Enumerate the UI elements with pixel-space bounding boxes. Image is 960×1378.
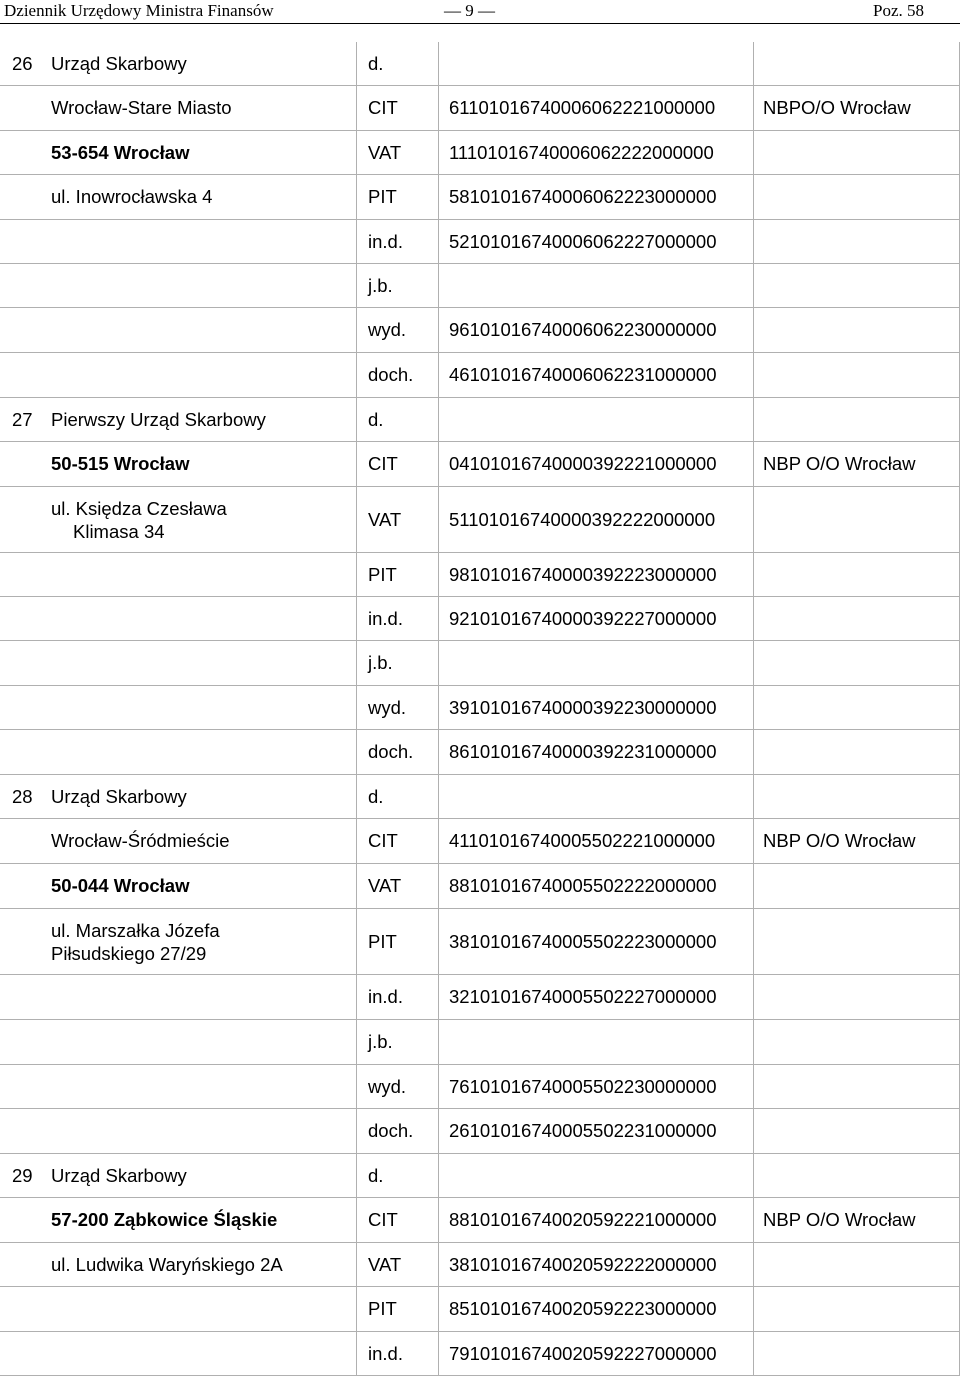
table-row: [0, 42, 960, 86]
table-row: [0, 864, 960, 909]
account-type: j.b.: [368, 275, 393, 296]
account-number: 58101016740006062223000000: [449, 186, 717, 207]
address-line-2: Klimasa 34: [73, 520, 165, 542]
table-row: [0, 175, 960, 220]
column-divider: [753, 42, 754, 1376]
account-number: 61101016740006062221000000: [449, 97, 716, 118]
page-number: — 9 —: [444, 1, 495, 20]
office-address: 50-515 Wrocław: [51, 453, 190, 474]
account-type: doch.: [368, 1120, 414, 1141]
account-number: 39101016740000392230000000: [449, 697, 717, 718]
account-type: VAT: [368, 1254, 402, 1275]
bank-name: NBP O/O Wrocław: [763, 1209, 916, 1230]
account-number: 41101016740005502221000000: [449, 830, 716, 851]
bank-name: NBP O/O Wrocław: [763, 830, 916, 851]
account-type: PIT: [368, 931, 397, 952]
account-number: 46101016740006062231000000: [449, 364, 717, 385]
table-row: [0, 597, 960, 641]
account-number: 51101016740000392222000000: [449, 509, 716, 530]
office-address: Pierwszy Urząd Skarbowy: [51, 409, 266, 430]
account-number: 76101016740005502230000000: [449, 1076, 717, 1097]
table-row: [0, 442, 960, 487]
account-number: 38101016740020592222000000: [449, 1254, 717, 1275]
table-row: [0, 1109, 960, 1154]
account-type: CIT: [368, 1209, 398, 1230]
entry-number: 29: [12, 1165, 33, 1186]
account-number: 96101016740006062230000000: [449, 319, 717, 340]
table-row: [0, 131, 960, 175]
table-row: [0, 730, 960, 775]
table-row: [0, 1287, 960, 1332]
position-number: Poz. 58: [873, 1, 924, 20]
account-type: j.b.: [368, 1031, 393, 1052]
office-address: Wrocław-Stare Miasto: [51, 97, 232, 118]
table-row: [0, 686, 960, 730]
address-line-1: ul. Marszałka Józefa: [51, 919, 220, 941]
account-number: 11101016740006062222000000: [449, 142, 714, 163]
office-address: 53-654 Wrocław: [51, 142, 190, 163]
table-row: [0, 264, 960, 308]
account-number: 38101016740005502223000000: [449, 931, 717, 952]
account-number: 86101016740000392231000000: [449, 741, 717, 762]
office-address: Urząd Skarbowy: [51, 786, 187, 807]
entry-number: 27: [12, 409, 33, 430]
bank-name: NBP O/O Wrocław: [763, 453, 916, 474]
account-type: PIT: [368, 564, 397, 585]
account-type: PIT: [368, 1298, 397, 1319]
page-header: [0, 0, 960, 26]
account-type: d.: [368, 409, 384, 430]
account-type: d.: [368, 786, 384, 807]
column-divider: [356, 42, 357, 1376]
account-number: 32101016740005502227000000: [449, 986, 717, 1007]
table-row: [0, 1154, 960, 1198]
table-row: [0, 1332, 960, 1376]
account-type: in.d.: [368, 986, 403, 1007]
table-row: [0, 975, 960, 1020]
account-number: 88101016740020592221000000: [449, 1209, 717, 1230]
account-type: wyd.: [368, 1076, 407, 1097]
account-number: 88101016740005502222000000: [449, 875, 717, 896]
office-address: ul. Inowrocławska 4: [51, 186, 213, 207]
account-type: in.d.: [368, 231, 403, 252]
account-type: CIT: [368, 453, 398, 474]
office-address: Urząd Skarbowy: [51, 1165, 187, 1186]
table-row: [0, 308, 960, 353]
office-address: [51, 919, 220, 965]
header-rule: [0, 23, 960, 24]
bank-name: NBPO/O Wrocław: [763, 97, 911, 118]
table-row: [0, 1243, 960, 1287]
entry-number: 26: [12, 53, 33, 74]
account-type: j.b.: [368, 652, 393, 673]
table-row: [0, 398, 960, 442]
account-type: PIT: [368, 186, 397, 207]
table-row: [0, 641, 960, 686]
journal-title: Dziennik Urzędowy Ministra Finansów: [4, 1, 274, 20]
table-row: [0, 353, 960, 398]
office-address: Wrocław-Śródmieście: [51, 830, 230, 851]
table-row: [0, 1020, 960, 1065]
account-type: doch.: [368, 741, 414, 762]
account-number: 04101016740000392221000000: [449, 453, 717, 474]
account-number: 98101016740000392223000000: [449, 564, 717, 585]
address-line-1: ul. Księdza Czesława: [51, 497, 227, 519]
address-line-2: Piłsudskiego 27/29: [51, 942, 207, 964]
office-address: [51, 497, 227, 543]
account-type: wyd.: [368, 697, 407, 718]
account-type: in.d.: [368, 1343, 403, 1364]
account-type: VAT: [368, 142, 402, 163]
account-type: in.d.: [368, 608, 403, 629]
account-type: d.: [368, 1165, 384, 1186]
account-type: d.: [368, 53, 384, 74]
table-row: [0, 1065, 960, 1109]
office-address: 50-044 Wrocław: [51, 875, 190, 896]
table-row: [0, 487, 960, 553]
table-row: [0, 553, 960, 597]
table-row: [0, 220, 960, 264]
account-number: 85101016740020592223000000: [449, 1298, 717, 1319]
column-divider: [438, 42, 439, 1376]
account-number: 52101016740006062227000000: [449, 231, 717, 252]
table-row: [0, 775, 960, 819]
table-row: [0, 86, 960, 131]
account-number: 92101016740000392227000000: [449, 608, 717, 629]
office-address: ul. Ludwika Waryńskiego 2A: [51, 1254, 283, 1275]
account-number: 79101016740020592227000000: [449, 1343, 717, 1364]
table-row: [0, 819, 960, 864]
account-type: CIT: [368, 97, 398, 118]
account-type: wyd.: [368, 319, 407, 340]
office-address: 57-200 Ząbkowice Śląskie: [51, 1209, 278, 1230]
account-type: VAT: [368, 875, 402, 896]
account-number: 26101016740005502231000000: [449, 1120, 717, 1141]
entry-number: 28: [12, 786, 33, 807]
table-row: [0, 909, 960, 975]
account-type: VAT: [368, 509, 402, 530]
account-type: CIT: [368, 830, 398, 851]
table-row: [0, 1198, 960, 1243]
office-address: Urząd Skarbowy: [51, 53, 187, 74]
account-type: doch.: [368, 364, 414, 385]
